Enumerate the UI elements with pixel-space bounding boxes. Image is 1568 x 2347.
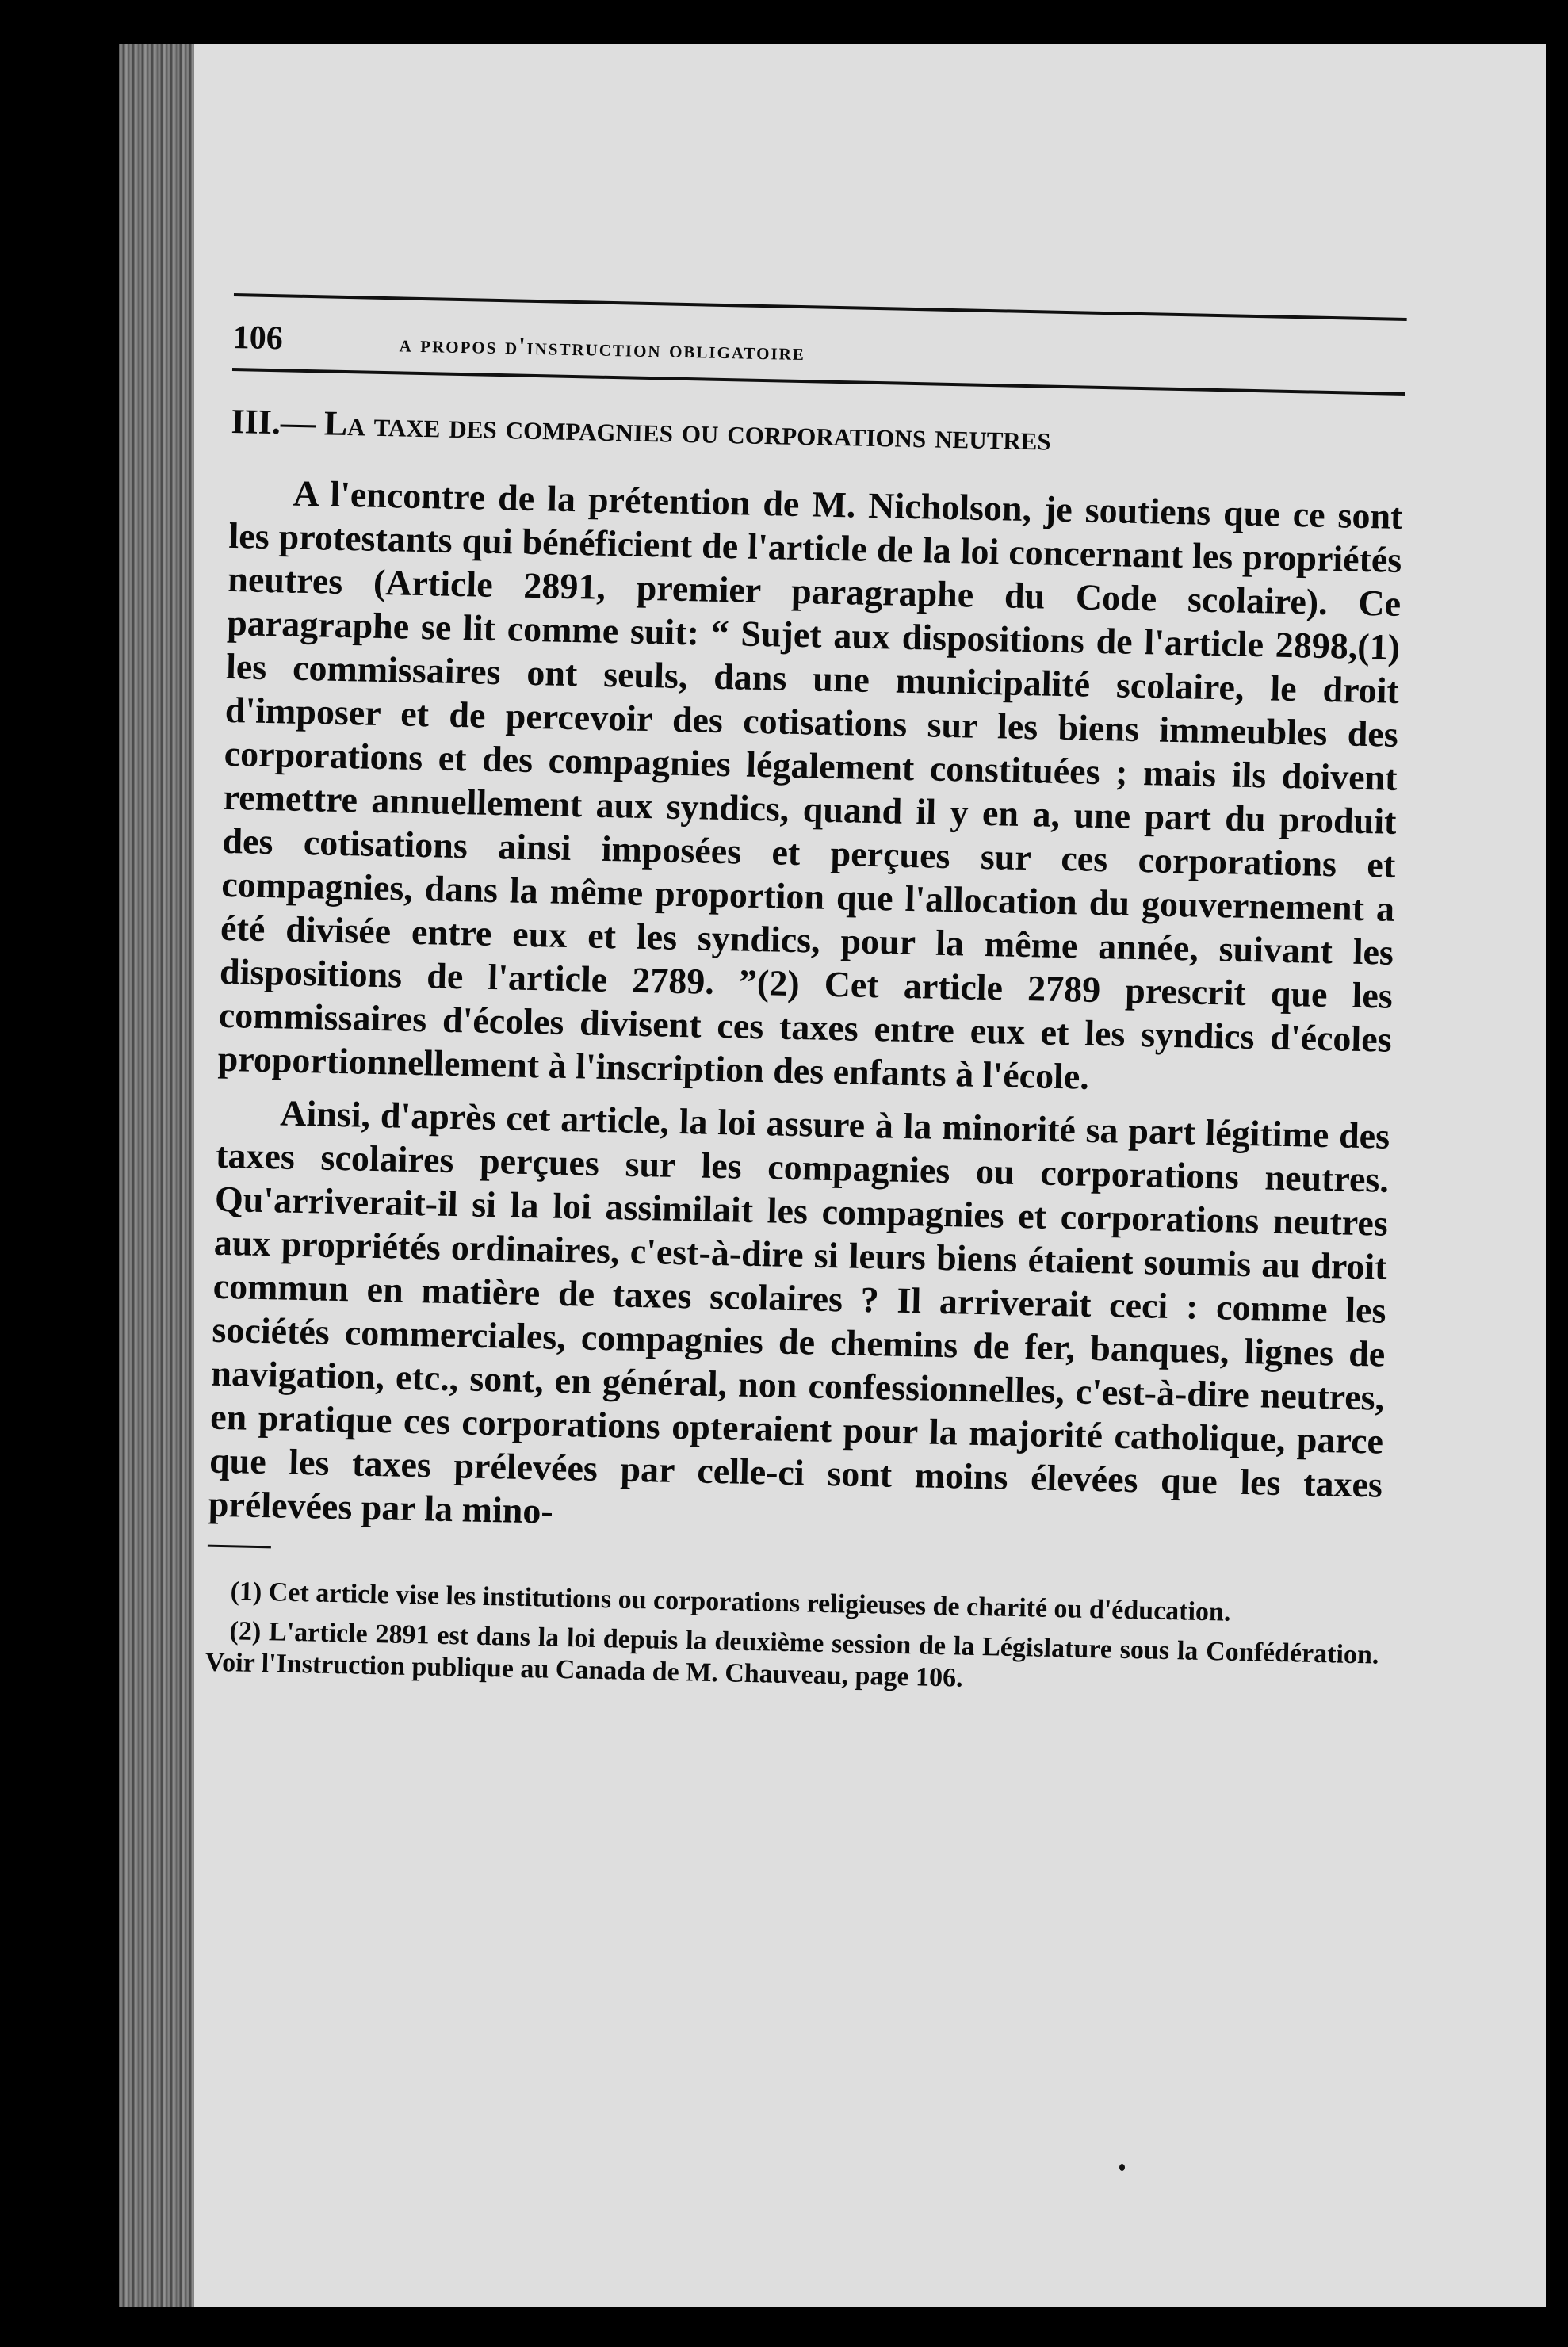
footnote-2: (2) L'article 2891 est dans la loi depuis la deuxième session de la Législature sous la Confédération. Voir l'Instruction publique au Canada de M. Chauveau, page 106. <box>205 1616 1379 1693</box>
footnotes <box>205 1576 1379 1703</box>
running-title: a propos d'instruction obligatoire <box>399 331 806 366</box>
page-speck <box>1119 2164 1125 2171</box>
paragraph: A l'encontre de la prétention de M. Nicholson, je soutiens que ce sont les protestants qui bénéficient de l'article de la loi concernant les propriétés neutres (Article 2891, premier paragraphe du Code scolaire). Ce paragraphe se lit comme suit: “ Sujet aux dispositions de l'article 2898,(1) les commissaires ont seuls, dans une municipalité scolaire, le droit d'imposer et de percevoir des cotisations sur les biens immeubles des corporations et des compagnies légalement constituées ; mais ils doivent remettre annuellement aux syndics, quand il y en a, une part du produit des cotisations ainsi imposées et perçues sur ces corporations et compagnies, dans la même proportion que l'allocation du gouvernement a été divisée entre eux et les syndics, pour la même année, suivant les dispositions de l'article 2789. ”(2) Cet article 2789 prescrit que les commissaires d'écoles divisent ces taxes entre eux et les syndics d'écoles proportionnellement à l'inscription des enfants à l'école. <box>217 472 1403 1097</box>
body-text <box>208 470 1403 1550</box>
paragraph: Ainsi, d'après cet article, la loi assure à la minorité sa part légitime des taxes scolaires perçues sur les compagnies ou corporations neutres. Qu'arriverait-il si la loi assimilait les compagnies et corporations neutres aux propriétés ordinaires, c'est-à-dire si leurs biens étaient soumis au droit commun en matière de taxes scolaires ? Il arriverait ceci : comme les sociétés commerciales, compagnies de chemins de fer, banques, lignes de navigation, etc., sont, en général, non confessionnelles, c'est-à-dire neutres, en pratique ces corporations opteraient pour la majorité catholique, parce que les taxes prélevées par celle-ci sont moins élevées que les taxes prélevées par la mino- <box>208 1092 1390 1531</box>
page-content <box>205 293 1406 1711</box>
footnote-1: (1) Cet article vise les institutions ou corporations religieuses de charité ou d'éducation. <box>230 1577 1231 1627</box>
footnote-separator <box>208 1545 271 1549</box>
book-spine-edge <box>119 44 198 2307</box>
section-heading: III.— La taxe des compagnies ou corporations neutres <box>231 401 1052 458</box>
page-number: 106 <box>232 319 284 357</box>
